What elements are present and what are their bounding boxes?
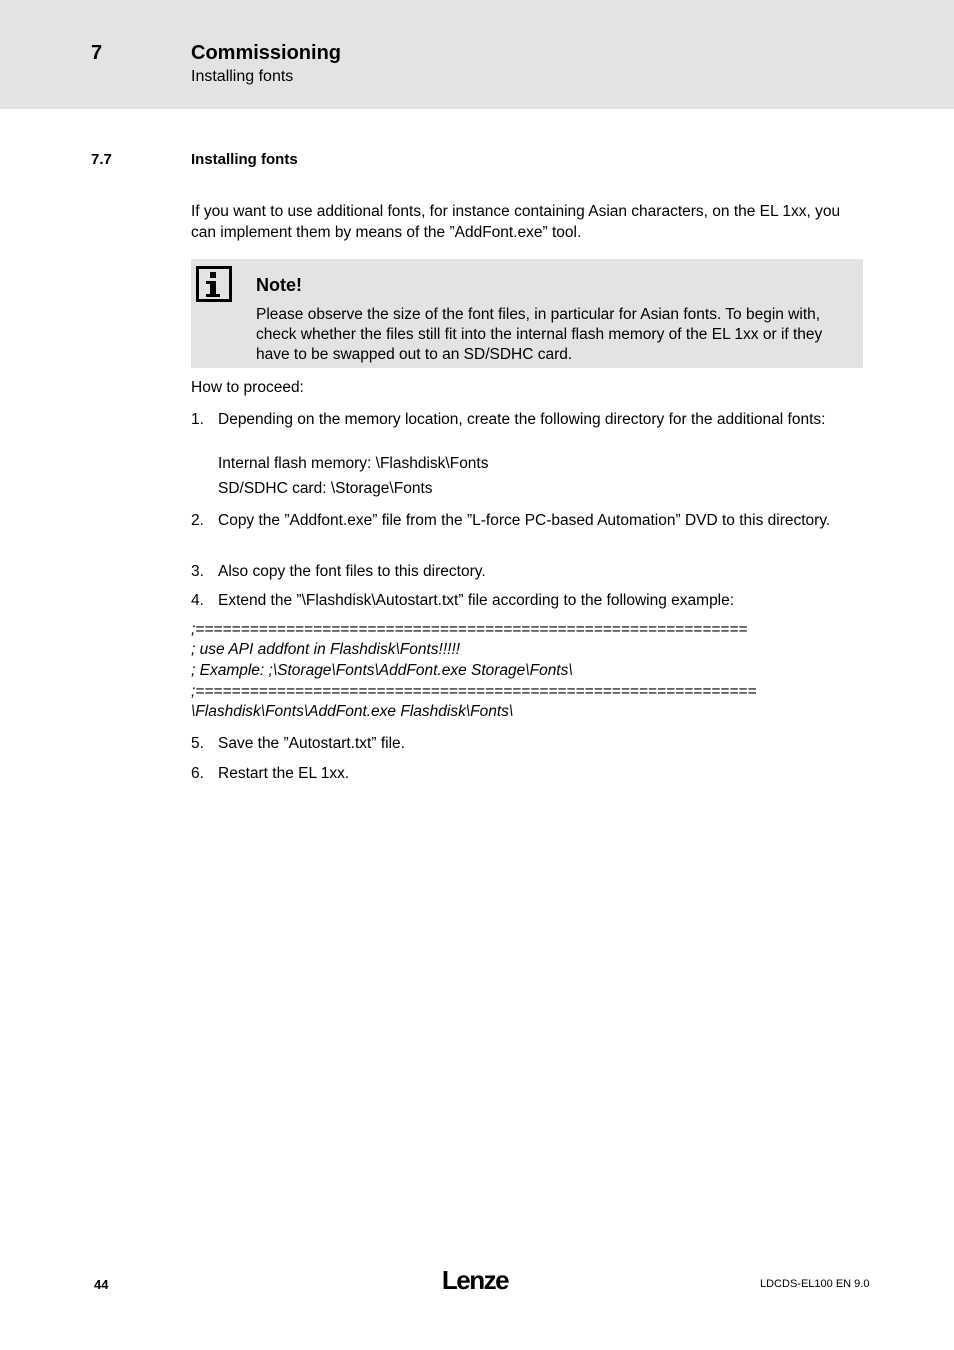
code-line: ;============================================================= xyxy=(191,621,748,638)
how-to-proceed: How to proceed: xyxy=(191,379,304,396)
info-icon xyxy=(196,266,232,302)
step-number: 6. xyxy=(191,765,204,782)
note-box xyxy=(191,259,863,368)
intro-paragraph: If you want to use additional fonts, for instance containing Asian characters, on the EL 1xx, you can implement them by means of the ”AddFont.exe” tool. xyxy=(191,203,841,241)
step-text: Depending on the memory location, create the following directory for the additional fonts: xyxy=(218,411,826,428)
chapter-subtitle: Installing fonts xyxy=(191,68,294,85)
page-header xyxy=(0,0,954,109)
code-line: ; use API addfont in Flashdisk\Fonts!!!!! xyxy=(191,641,461,658)
page-number: 44 xyxy=(94,1277,109,1292)
document-id: LDCDS-EL100 EN 9.0 xyxy=(760,1278,870,1290)
svg-text:Lenze: Lenze xyxy=(441,1265,509,1295)
chapter-number: 7 xyxy=(91,42,103,64)
section-number: 7.7 xyxy=(91,151,112,168)
step-text: Copy the ”Addfont.exe” file from the ”L-force PC-based Automation” DVD to this directory. xyxy=(218,512,831,529)
step-number: 5. xyxy=(191,735,204,752)
chapter-title: Commissioning xyxy=(191,42,342,64)
step-number: 2. xyxy=(191,512,204,529)
code-line: \Flashdisk\Fonts\AddFont.exe Flashdisk\Fonts\ xyxy=(191,703,514,720)
lenze-logo xyxy=(435,1265,515,1295)
note-text: Please observe the size of the font files, in particular for Asian fonts. To begin with, check whether the files still fit into the internal flash memory of the EL 1xx or if they have to be swapped out to an SD/SDHC card. xyxy=(256,306,823,363)
step-text: Extend the ”\Flashdisk\Autostart.txt” file according to the following example: xyxy=(218,592,735,609)
step-detail: Internal flash memory: \Flashdisk\Fonts xyxy=(218,455,489,472)
code-line: ;============================================================== xyxy=(191,683,757,700)
step-number: 4. xyxy=(191,592,204,609)
code-line: ; Example: ;\Storage\Fonts\AddFont.exe Storage\Fonts\ xyxy=(191,662,573,679)
note-title: Note! xyxy=(256,275,302,295)
step-text: Restart the EL 1xx. xyxy=(218,765,350,782)
step-detail: SD/SDHC card: \Storage\Fonts xyxy=(218,480,433,497)
step-number: 3. xyxy=(191,563,204,580)
section-title: Installing fonts xyxy=(191,151,298,168)
step-text: Save the ”Autostart.txt” file. xyxy=(218,735,405,752)
step-number: 1. xyxy=(191,411,204,428)
step-text: Also copy the font files to this directory. xyxy=(218,563,486,580)
